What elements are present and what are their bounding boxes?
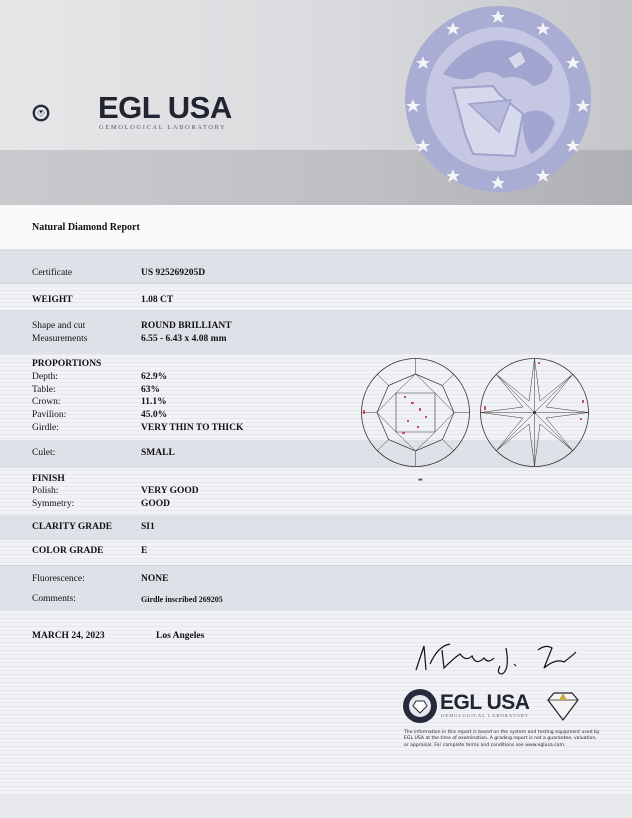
divider bbox=[0, 565, 632, 566]
pavilion-value: 45.0% bbox=[141, 410, 168, 420]
proportions-header: PROPORTIONS bbox=[32, 359, 102, 369]
report-title: Natural Diamond Report bbox=[32, 222, 140, 233]
culet-value: SMALL bbox=[141, 448, 175, 458]
report-date: MARCH 24, 2023 bbox=[32, 631, 105, 641]
weight-value: 1.08 CT bbox=[141, 295, 174, 305]
egl-seal-icon bbox=[32, 83, 92, 143]
fluorescence-row bbox=[0, 574, 632, 587]
measurements-row bbox=[0, 334, 632, 347]
shape-value: ROUND BRILLIANT bbox=[141, 321, 232, 331]
clarity-row bbox=[0, 522, 632, 535]
pavilion-plot-diagram bbox=[478, 356, 591, 469]
measurements-label: Measurements bbox=[32, 334, 88, 344]
girdle-value: VERY THIN TO THICK bbox=[141, 423, 244, 433]
comments-label: Comments: bbox=[32, 594, 76, 604]
pavilion-label: Pavilion: bbox=[32, 410, 67, 420]
comments-row bbox=[0, 594, 632, 607]
fluorescence-label: Fluorescence: bbox=[32, 574, 85, 584]
crown-value: 11.1% bbox=[141, 397, 167, 407]
scale-mark: ▬ bbox=[418, 477, 423, 483]
table-label: Table: bbox=[32, 385, 56, 395]
certificate-value: US 925269205D bbox=[141, 268, 206, 278]
depth-value: 62.9% bbox=[141, 372, 168, 382]
culet-label: Culet: bbox=[32, 448, 56, 458]
report-location: Los Angeles bbox=[156, 631, 205, 641]
symmetry-value: GOOD bbox=[141, 499, 171, 509]
certificate-row bbox=[0, 268, 632, 281]
brand-name: EGL USA bbox=[98, 90, 232, 125]
globe-seal-watermark bbox=[403, 4, 593, 194]
color-value: E bbox=[141, 546, 148, 556]
shape-row bbox=[0, 321, 632, 334]
symmetry-row bbox=[0, 499, 632, 512]
color-label: COLOR GRADE bbox=[32, 546, 104, 556]
footer-brand-subtitle: GEMOLOGICAL LABORATORY bbox=[441, 713, 530, 718]
weight-row bbox=[0, 295, 632, 308]
divider bbox=[0, 283, 632, 284]
bottom-strip bbox=[0, 795, 632, 818]
girdle-label: Girdle: bbox=[32, 423, 59, 433]
certificate-label: Certificate bbox=[32, 268, 73, 278]
polish-label: Polish: bbox=[32, 486, 59, 496]
footer-brand-name: EGL USA bbox=[440, 691, 530, 714]
comments-value: Girdle inscribed 269205 bbox=[141, 595, 223, 604]
color-row bbox=[0, 546, 632, 559]
polish-value: VERY GOOD bbox=[141, 486, 199, 496]
signature-image bbox=[410, 640, 585, 676]
measurements-value: 6.55 - 6.43 x 4.08 mm bbox=[141, 334, 227, 344]
table-value: 63% bbox=[141, 385, 160, 395]
shape-label: Shape and cut bbox=[32, 321, 86, 331]
finish-header: FINISH bbox=[32, 474, 65, 484]
brand-subtitle: GEMOLOGICAL LABORATORY bbox=[99, 124, 227, 131]
clarity-label: CLARITY GRADE bbox=[32, 522, 113, 532]
symmetry-label: Symmetry: bbox=[32, 499, 75, 509]
crown-label: Crown: bbox=[32, 397, 61, 407]
disclaimer-text: The information in this report is based on the system and testing equipment used by EGL USA at the time of examination. A grading report is not a guarantee, valuation, or appraisal. For complete terms and conditions see www.eglusa.com. bbox=[404, 730, 600, 748]
fluorescence-value: NONE bbox=[141, 574, 169, 584]
crown-plot-diagram bbox=[359, 356, 472, 469]
clarity-value: SI1 bbox=[141, 522, 155, 532]
depth-label: Depth: bbox=[32, 372, 58, 382]
polish-row bbox=[0, 486, 632, 499]
weight-label: WEIGHT bbox=[32, 295, 73, 305]
